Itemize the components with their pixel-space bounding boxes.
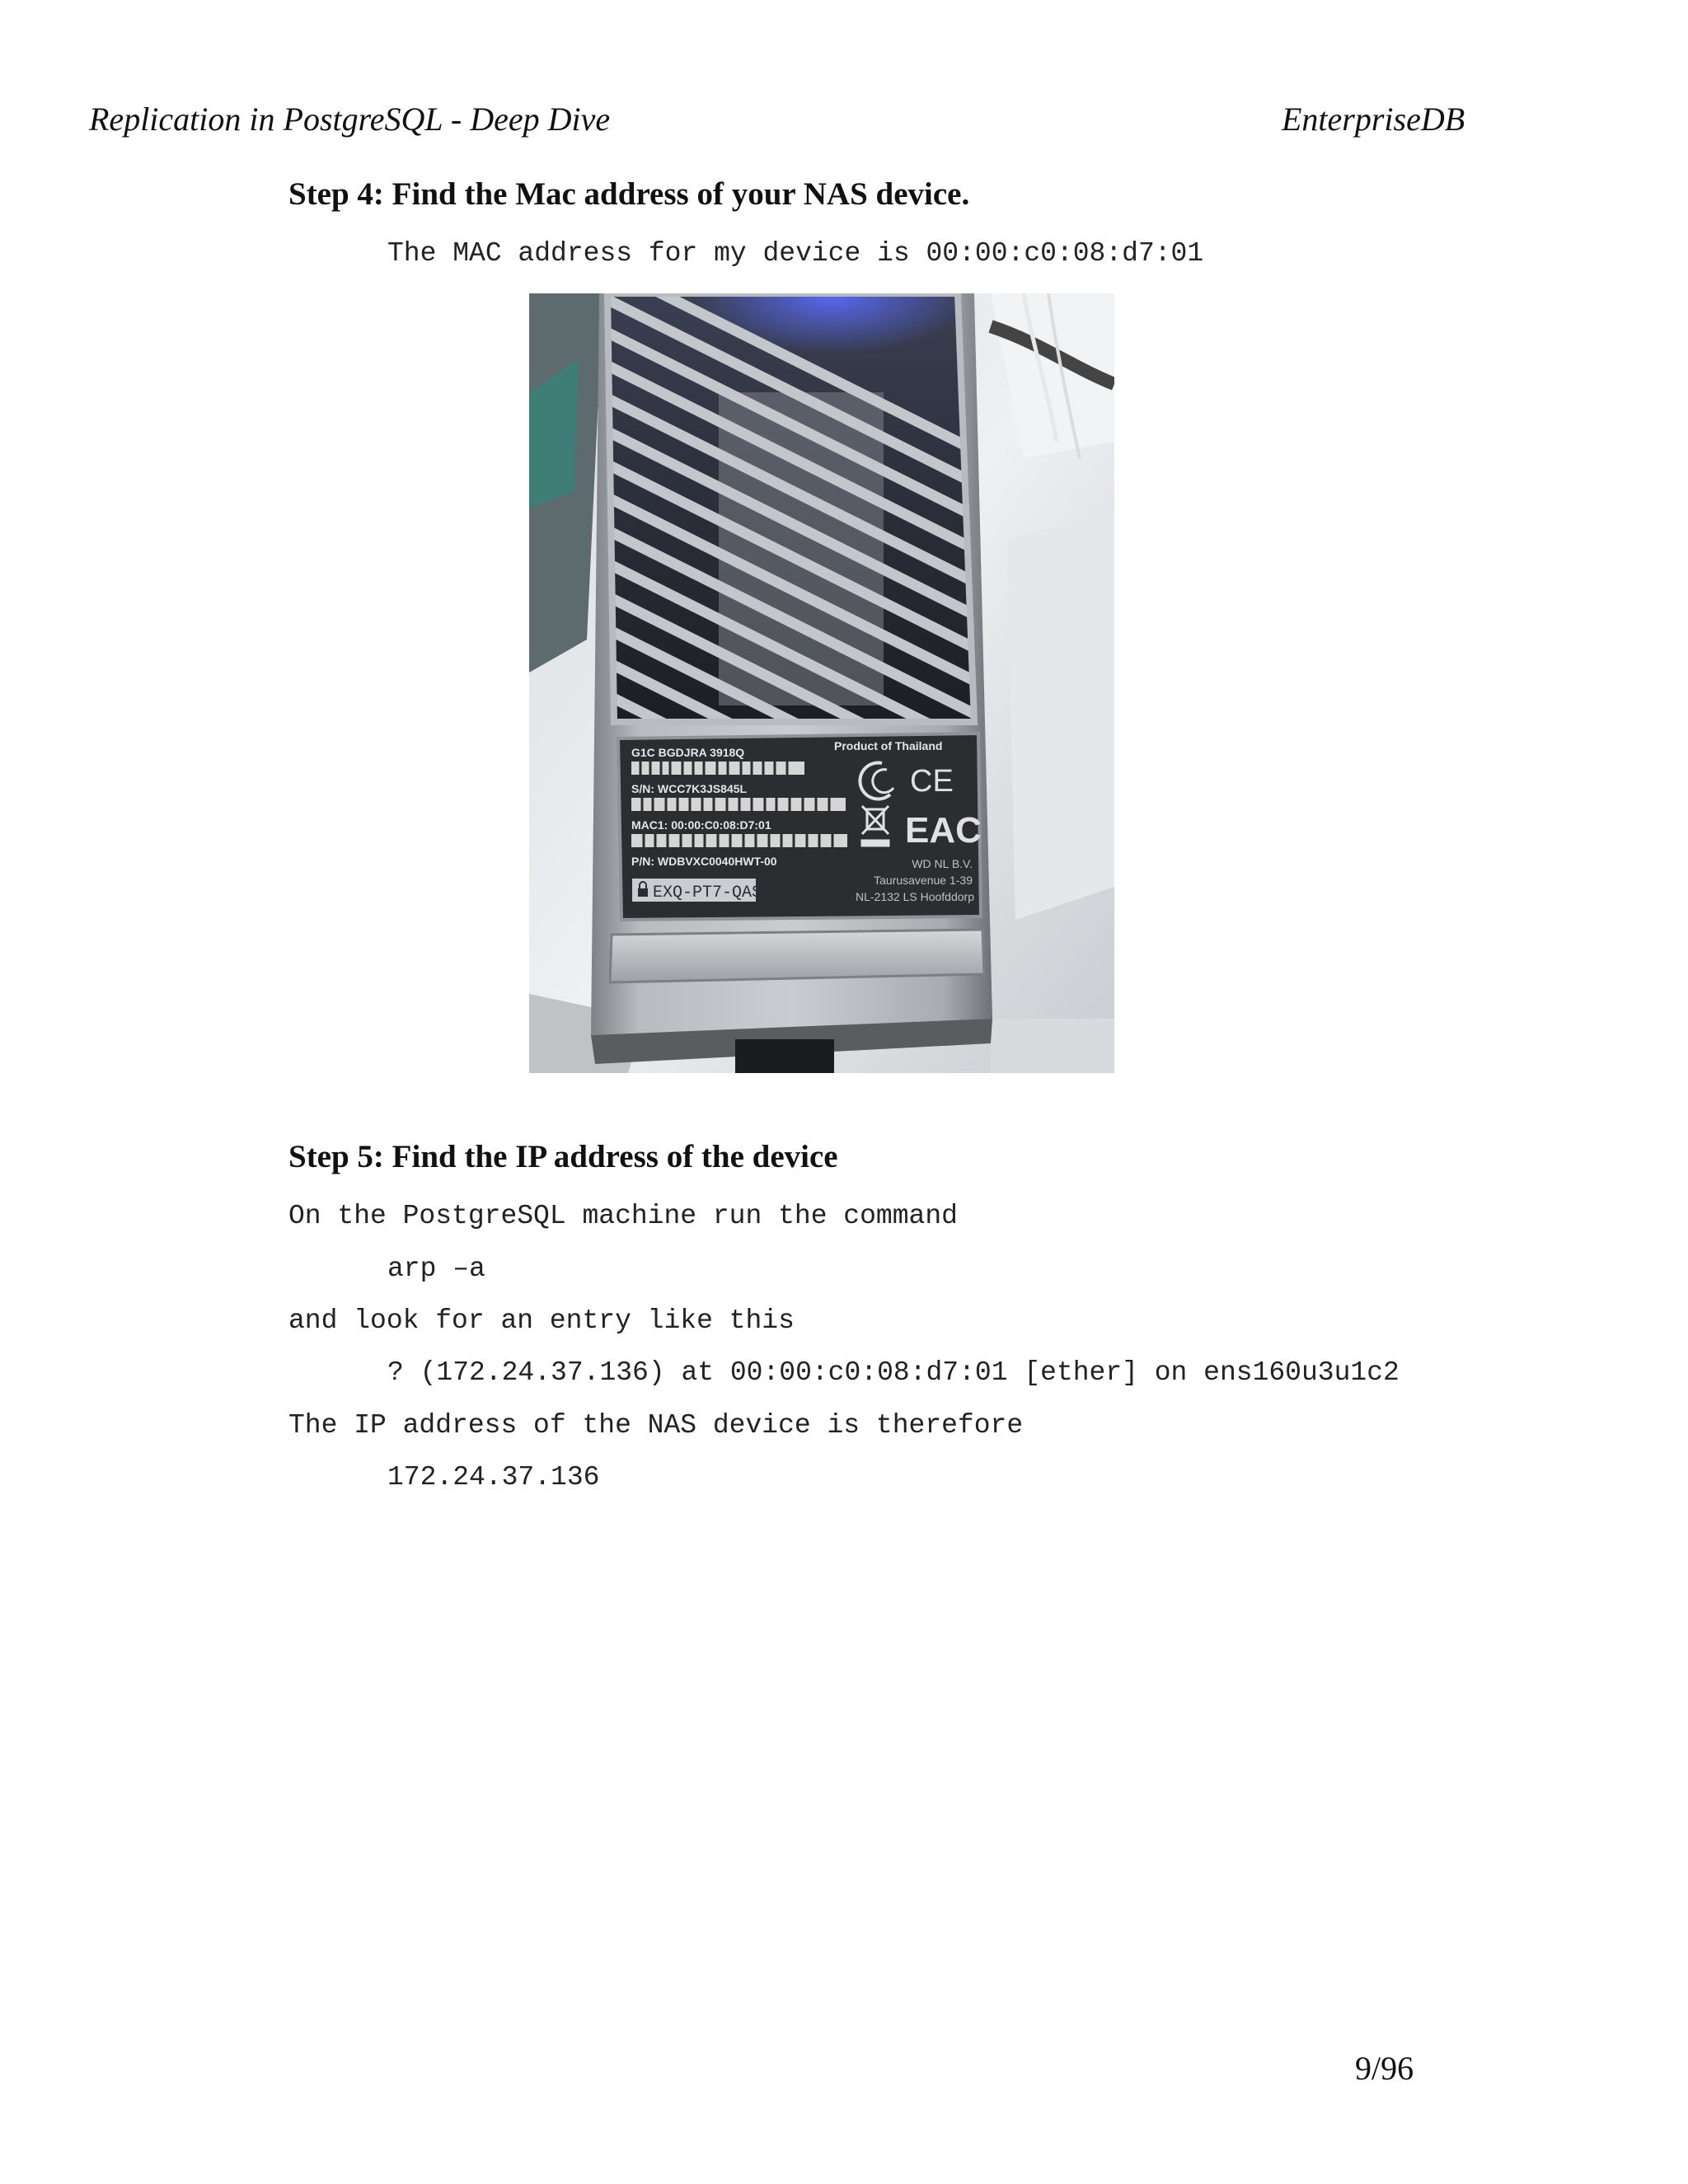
document-title: Replication in PostgreSQL - Deep Dive [89,101,611,138]
page-number: 9/96 [1355,2050,1414,2087]
look-for-text: and look for an entry like this [288,1305,795,1336]
label-security-code: EXQ-PT7-QAS [653,883,762,902]
ip-address: 172.24.37.136 [387,1462,600,1493]
arp-entry: ? (172.24.37.136) at 00:00:c0:08:d7:01 [ether] on ens160u3u1c2 [387,1357,1400,1388]
eac-mark: EAC [905,810,982,851]
label-serial: S/N: WCC7K3JS845L [631,782,748,795]
result-text: The IP address of the NAS device is therefore [288,1410,1024,1441]
step-5-intro: On the PostgreSQL machine run the command [288,1201,958,1231]
arp-command: arp –a [387,1254,485,1284]
step-5-heading: Step 5: Find the IP address of the device [288,1139,838,1174]
mac-address-text: The MAC address for my device is 00:00:c0:08:d7:01 [387,238,1204,269]
label-part-number: P/N: WDBVXC0040HWT-00 [631,855,777,868]
step-4-heading: Step 4: Find the Mac address of your NAS device. [288,176,970,212]
company-name: EnterpriseDB [1282,101,1465,138]
label-company-street: Taurusavenue 1-39 [874,874,973,887]
label-company-city: NL-2132 LS Hoofddorp [856,890,974,903]
nas-device-photo [529,293,1114,1073]
label-mac: MAC1: 00:00:C0:08:D7:01 [631,818,771,832]
label-batch-code: G1C BGDJRA 3918Q [631,746,745,759]
label-product-origin: Product of Thailand [834,739,943,752]
ce-mark: CE [910,764,954,799]
label-company-name: WD NL B.V. [912,857,973,870]
